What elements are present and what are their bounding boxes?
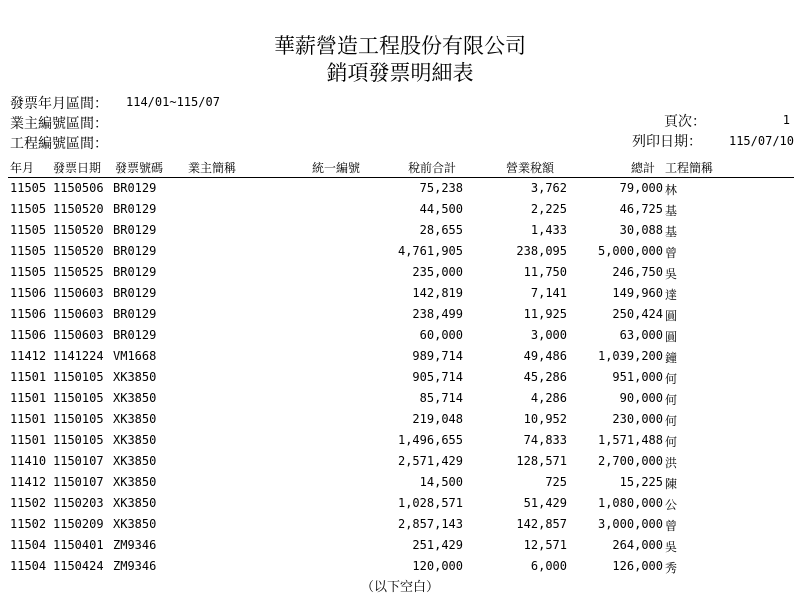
table-row [0, 283, 800, 304]
cell-tax-amount: 11,925 [523, 307, 567, 321]
cell-net-total: 44,500 [419, 202, 463, 216]
cell-total: 246,750 [612, 265, 663, 279]
header-tax-id: 統一編號 [312, 161, 361, 175]
cell-month: 11504 [10, 538, 47, 552]
cell-total: 46,725 [619, 202, 663, 216]
cell-invoice-date: 1150401 [53, 538, 104, 552]
cell-total: 15,225 [619, 475, 663, 489]
cell-total: 126,000 [612, 559, 663, 573]
cell-invoice-number: XK3850 [113, 454, 157, 468]
table-row [0, 409, 800, 430]
cell-net-total: 238,499 [412, 307, 463, 321]
cell-total: 250,424 [612, 307, 663, 321]
table-row [0, 346, 800, 367]
cell-tax-amount: 3,000 [530, 328, 567, 342]
table-row [0, 535, 800, 556]
invoice-table-body [0, 178, 800, 577]
cell-tax-amount: 128,571 [516, 454, 567, 468]
cell-month: 11412 [10, 475, 47, 489]
cell-invoice-number: XK3850 [113, 496, 157, 510]
cell-month: 11505 [10, 223, 47, 237]
cell-month: 11505 [10, 265, 47, 279]
table-row [0, 556, 800, 577]
table-row [0, 304, 800, 325]
cell-invoice-number: BR0129 [113, 244, 157, 258]
report-title: 華薪營造工程股份有限公司 [274, 34, 526, 58]
cell-invoice-number: BR0129 [113, 202, 157, 216]
cell-total: 1,571,488 [597, 433, 663, 447]
cell-project-short-name: 基 [665, 225, 678, 239]
end-of-list-note: （以下空白） [360, 580, 439, 595]
table-row [0, 388, 800, 409]
cell-project-short-name: 吳 [665, 540, 678, 554]
cell-total: 90,000 [619, 391, 663, 405]
cell-net-total: 2,857,143 [397, 517, 463, 531]
table-row [0, 178, 800, 199]
table-row [0, 367, 800, 388]
cell-month: 11502 [10, 517, 47, 531]
cell-tax-amount: 2,225 [530, 202, 567, 216]
cell-invoice-date: 1150520 [53, 223, 104, 237]
cell-invoice-date: 1150603 [53, 328, 104, 342]
cell-tax-amount: 1,433 [530, 223, 567, 237]
cell-invoice-date: 1150107 [53, 475, 104, 489]
cell-invoice-number: XK3850 [113, 475, 157, 489]
cell-tax-amount: 7,141 [530, 286, 567, 300]
cell-month: 11506 [10, 307, 47, 321]
cell-invoice-date: 1150520 [53, 244, 104, 258]
header-net-total: 稅前合計 [408, 161, 457, 175]
cell-net-total: 28,655 [419, 223, 463, 237]
cell-project-short-name: 何 [665, 393, 678, 407]
cell-project-short-name: 圓 [665, 309, 678, 323]
cell-month: 11506 [10, 328, 47, 342]
cell-tax-amount: 74,833 [523, 433, 567, 447]
header-invoice-number: 發票號碼 [115, 161, 164, 175]
cell-net-total: 85,714 [419, 391, 463, 405]
table-row [0, 514, 800, 535]
cell-net-total: 251,429 [412, 538, 463, 552]
cell-total: 264,000 [612, 538, 663, 552]
cell-project-short-name: 林 [665, 183, 678, 197]
cell-invoice-date: 1150506 [53, 181, 104, 195]
cell-invoice-date: 1150520 [53, 202, 104, 216]
cell-total: 1,039,200 [597, 349, 663, 363]
cell-project-short-name: 圓 [665, 330, 678, 344]
cell-net-total: 235,000 [412, 265, 463, 279]
cell-net-total: 2,571,429 [397, 454, 463, 468]
invoice-period-label: 發票年月區間： [10, 96, 108, 112]
cell-invoice-number: VM1668 [113, 349, 157, 363]
header-month: 年月 [10, 161, 35, 175]
cell-invoice-number: XK3850 [113, 412, 157, 426]
cell-invoice-date: 1141224 [53, 349, 104, 363]
cell-net-total: 905,714 [412, 370, 463, 384]
cell-invoice-date: 1150107 [53, 454, 104, 468]
cell-tax-amount: 49,486 [523, 349, 567, 363]
cell-total: 5,000,000 [597, 244, 663, 258]
table-row [0, 472, 800, 493]
cell-tax-amount: 45,286 [523, 370, 567, 384]
cell-invoice-date: 1150603 [53, 286, 104, 300]
cell-net-total: 1,496,655 [397, 433, 463, 447]
cell-project-short-name: 秀 [665, 561, 678, 575]
cell-month: 11501 [10, 433, 47, 447]
cell-project-short-name: 陳 [665, 477, 678, 491]
cell-invoice-number: ZM9346 [113, 559, 157, 573]
cell-invoice-number: BR0129 [113, 265, 157, 279]
cell-invoice-number: BR0129 [113, 286, 157, 300]
cell-month: 11506 [10, 286, 47, 300]
cell-month: 11502 [10, 496, 47, 510]
cell-project-short-name: 公 [665, 498, 678, 512]
cell-tax-amount: 11,750 [523, 265, 567, 279]
cell-invoice-date: 1150603 [53, 307, 104, 321]
cell-invoice-date: 1150203 [53, 496, 104, 510]
cell-project-short-name: 曾 [665, 246, 678, 260]
cell-month: 11501 [10, 370, 47, 384]
cell-month: 11505 [10, 244, 47, 258]
cell-project-short-name: 洪 [665, 456, 678, 470]
table-row [0, 493, 800, 514]
cell-project-short-name: 鐘 [665, 351, 678, 365]
header-project-short-name: 工程簡稱 [665, 161, 714, 175]
table-row [0, 199, 800, 220]
cell-tax-amount: 142,857 [516, 517, 567, 531]
cell-net-total: 142,819 [412, 286, 463, 300]
cell-net-total: 4,761,905 [397, 244, 463, 258]
owner-id-range-label: 業主編號區間： [10, 116, 108, 132]
cell-total: 63,000 [619, 328, 663, 342]
cell-total: 2,700,000 [597, 454, 663, 468]
page-label: 頁次： [664, 114, 706, 130]
cell-month: 11501 [10, 391, 47, 405]
print-date-label: 列印日期： [632, 134, 702, 150]
page-number: 1 [782, 113, 790, 127]
cell-invoice-date: 1150105 [53, 433, 104, 447]
table-row [0, 220, 800, 241]
project-id-range-label: 工程編號區間： [10, 136, 108, 152]
cell-month: 11412 [10, 349, 47, 363]
cell-month: 11505 [10, 202, 47, 216]
cell-project-short-name: 曾 [665, 519, 678, 533]
cell-tax-amount: 238,095 [516, 244, 567, 258]
cell-tax-amount: 6,000 [530, 559, 567, 573]
cell-total: 1,080,000 [597, 496, 663, 510]
cell-tax-amount: 10,952 [523, 412, 567, 426]
cell-project-short-name: 何 [665, 372, 678, 386]
cell-total: 3,000,000 [597, 517, 663, 531]
cell-invoice-date: 1150525 [53, 265, 104, 279]
cell-net-total: 219,048 [412, 412, 463, 426]
table-row [0, 241, 800, 262]
cell-month: 11504 [10, 559, 47, 573]
cell-invoice-number: XK3850 [113, 370, 157, 384]
report-subtitle: 銷項發票明細表 [326, 61, 474, 85]
cell-net-total: 14,500 [419, 475, 463, 489]
table-row [0, 451, 800, 472]
invoice-period-value: 114/01~115/07 [126, 95, 220, 109]
cell-total: 149,960 [612, 286, 663, 300]
cell-invoice-number: ZM9346 [113, 538, 157, 552]
cell-total: 79,000 [619, 181, 663, 195]
cell-net-total: 120,000 [412, 559, 463, 573]
cell-invoice-date: 1150105 [53, 391, 104, 405]
cell-month: 11410 [10, 454, 47, 468]
cell-invoice-number: XK3850 [113, 433, 157, 447]
cell-invoice-number: XK3850 [113, 391, 157, 405]
cell-tax-amount: 4,286 [530, 391, 567, 405]
cell-month: 11505 [10, 181, 47, 195]
header-total: 總計 [631, 161, 656, 175]
header-owner-short-name: 業主簡稱 [188, 161, 237, 175]
cell-invoice-date: 1150209 [53, 517, 104, 531]
cell-invoice-number: BR0129 [113, 307, 157, 321]
cell-net-total: 60,000 [419, 328, 463, 342]
cell-month: 11501 [10, 412, 47, 426]
cell-tax-amount: 3,762 [530, 181, 567, 195]
cell-tax-amount: 51,429 [523, 496, 567, 510]
header-invoice-date: 發票日期 [53, 161, 102, 175]
cell-project-short-name: 何 [665, 414, 678, 428]
cell-total: 30,088 [619, 223, 663, 237]
cell-invoice-number: BR0129 [113, 328, 157, 342]
cell-project-short-name: 吳 [665, 267, 678, 281]
cell-net-total: 989,714 [412, 349, 463, 363]
table-row [0, 325, 800, 346]
cell-project-short-name: 基 [665, 204, 678, 218]
cell-project-short-name: 達 [665, 288, 678, 302]
table-row [0, 262, 800, 283]
header-tax-amount: 營業稅額 [506, 161, 555, 175]
cell-invoice-date: 1150105 [53, 412, 104, 426]
cell-net-total: 75,238 [419, 181, 463, 195]
cell-project-short-name: 何 [665, 435, 678, 449]
cell-tax-amount: 12,571 [523, 538, 567, 552]
cell-net-total: 1,028,571 [397, 496, 463, 510]
cell-total: 951,000 [612, 370, 663, 384]
cell-invoice-date: 1150105 [53, 370, 104, 384]
cell-tax-amount: 725 [545, 475, 567, 489]
cell-invoice-number: BR0129 [113, 223, 157, 237]
table-row [0, 430, 800, 451]
cell-invoice-date: 1150424 [53, 559, 104, 573]
cell-invoice-number: BR0129 [113, 181, 157, 195]
cell-total: 230,000 [612, 412, 663, 426]
cell-invoice-number: XK3850 [113, 517, 157, 531]
print-date-value: 115/07/10 [728, 134, 794, 148]
